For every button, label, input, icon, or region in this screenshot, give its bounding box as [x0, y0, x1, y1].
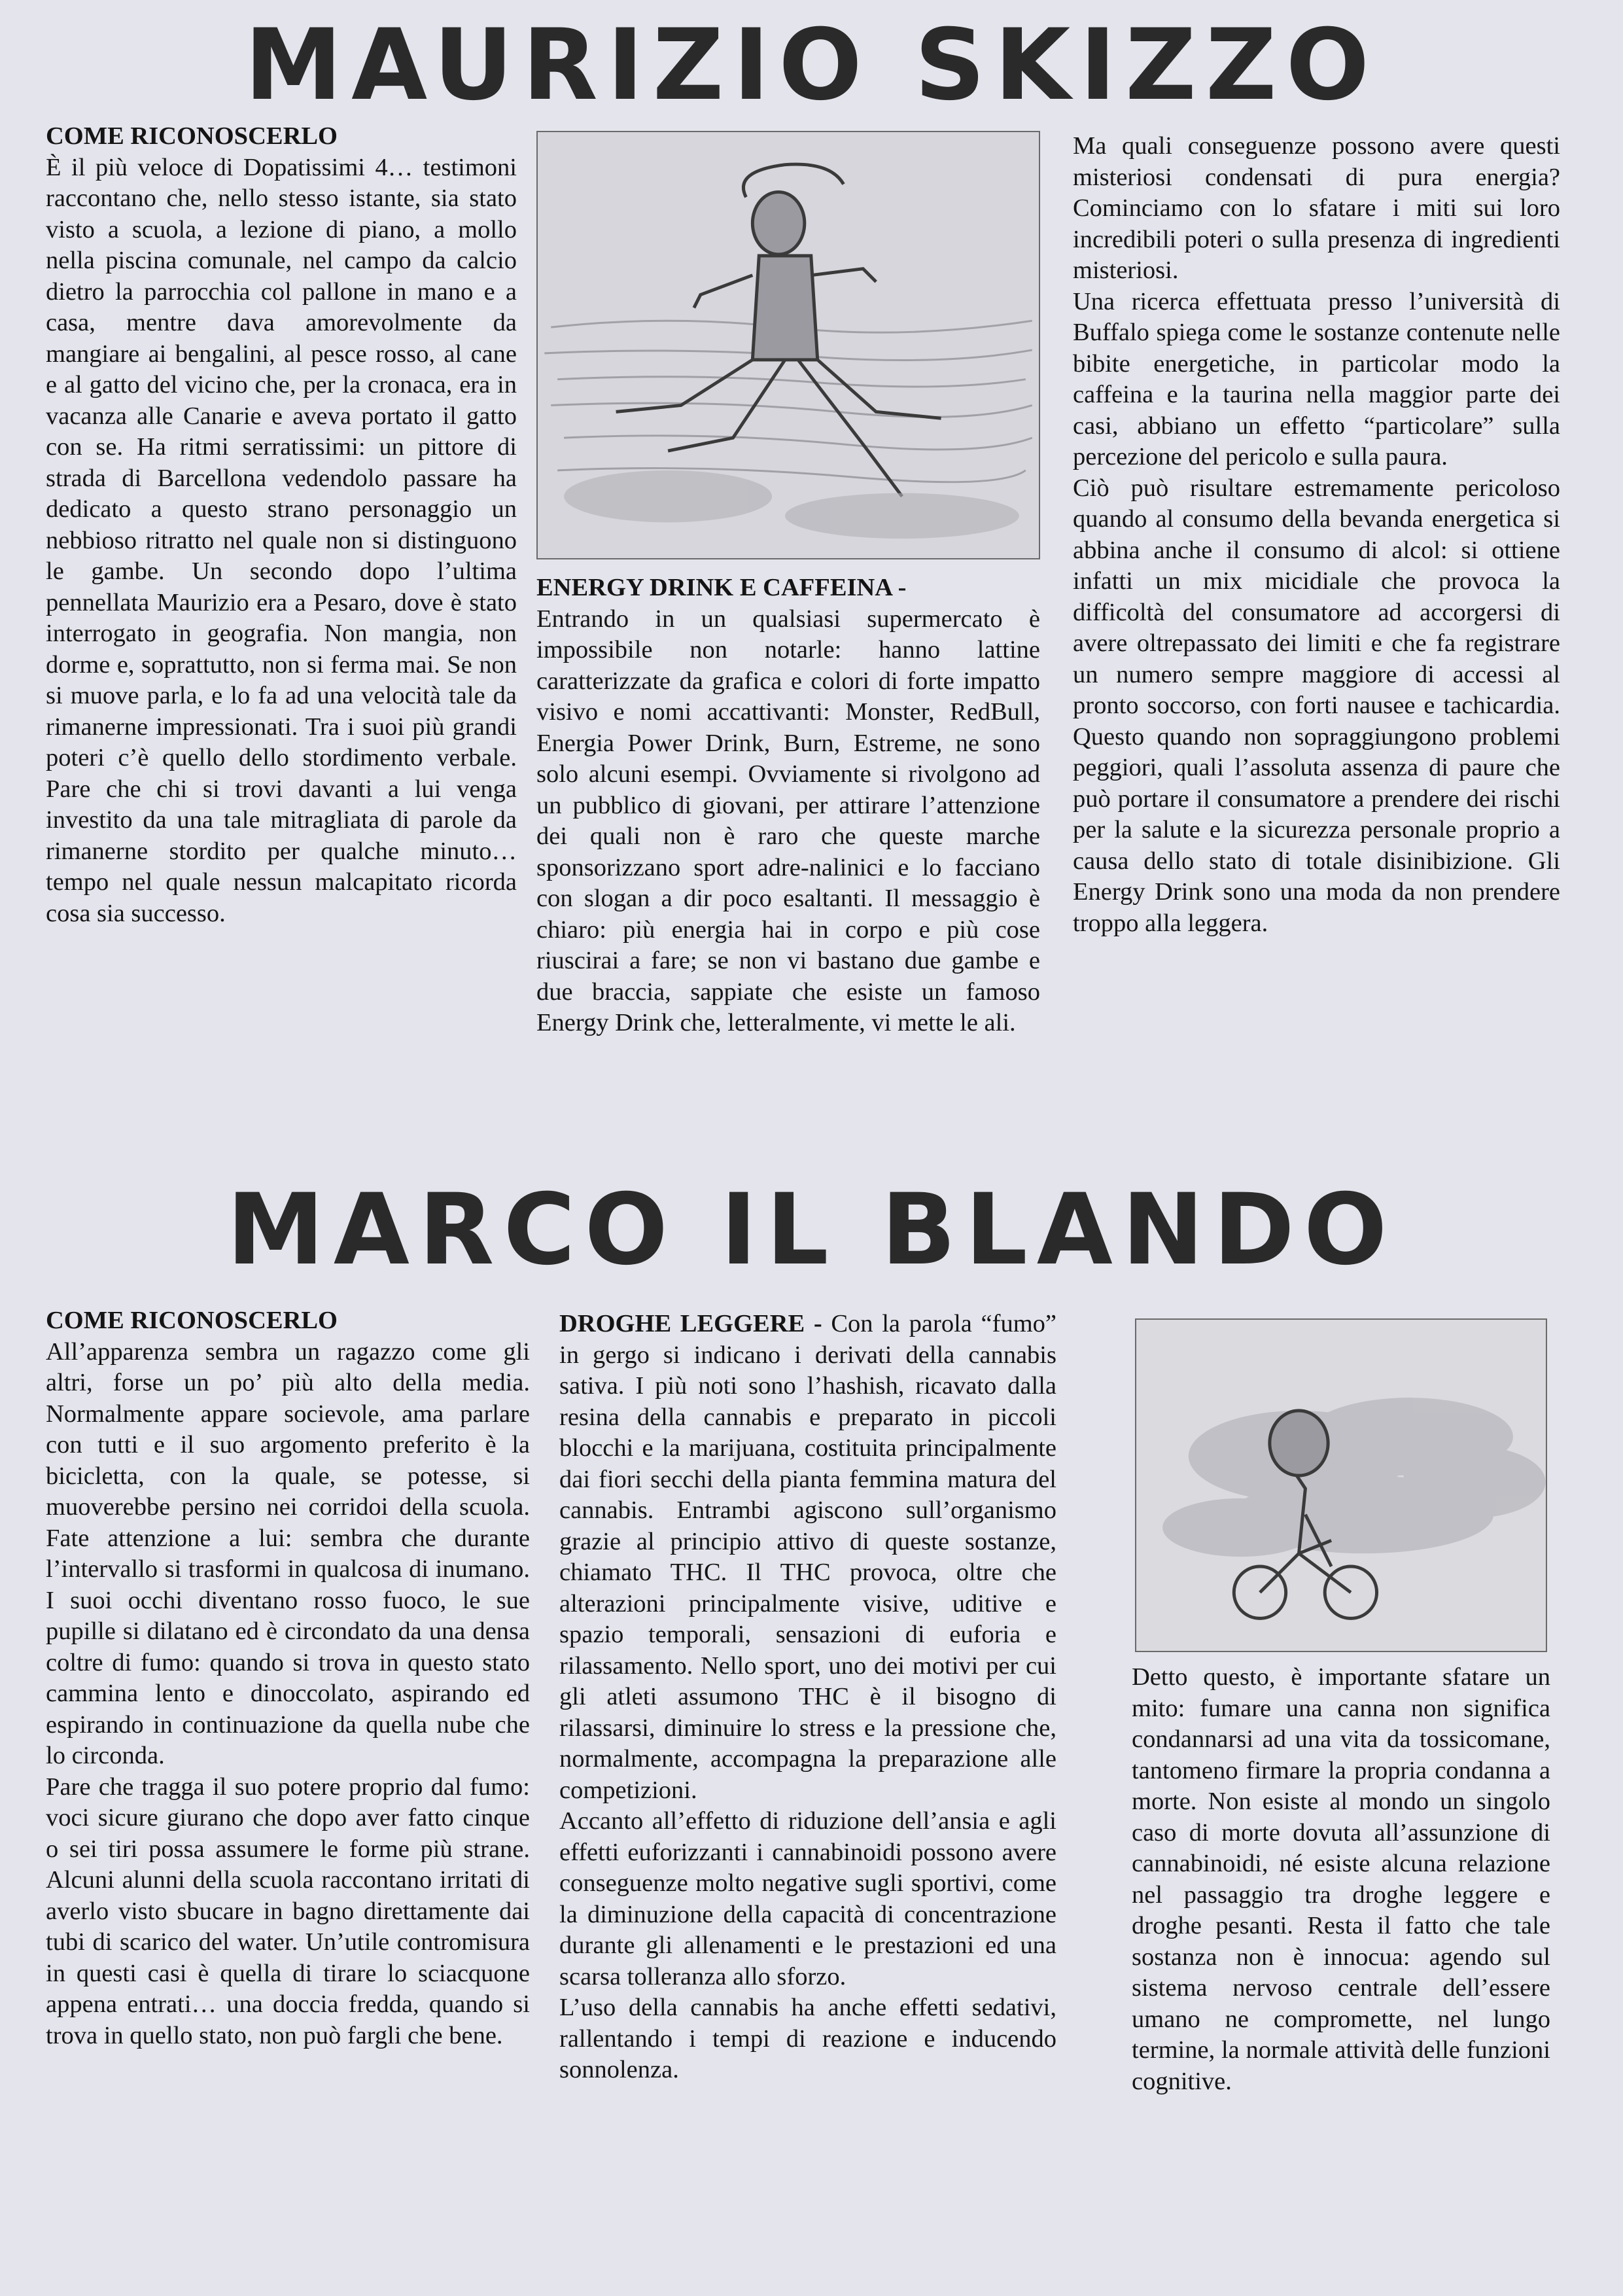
- section1-col3-paragraph-1: Ma quali conseguenze possono avere questi misteriosi condensati di pura energia? Cominciamo con lo sfatare i miti sui loro incredibili poteri o sulla presenza di ingredienti misteriosi.: [1073, 132, 1560, 284]
- section2-column-3: [1132, 1662, 1550, 2097]
- running-figure-icon: [538, 132, 1039, 558]
- section1-col2-text: Entrando in un qualsiasi supermercato è impossibile non notarle: hanno lattine caratterizzate da grafica e colori di forte impatto visivo e nomi accattivanti: Monster, RedBull, Energia Power Drink, Burn, Estreme, ne sono solo alcuni esempi. Ovviamente si rivolgono ad un pubblico di giovani, per attirare l’attenzione dei quali non è raro che queste marche sponsorizzano sport adre-nalinici e lo facciano con slogan a dir poco esaltanti. Il messaggio è chiaro: più energia hai in corpo e più cose riuscirai a fare; se non vi bastano due gambe e due braccia, sappiate che esiste un famoso Energy Drink che, letteralmente, vi mette le ali.: [536, 605, 1040, 1036]
- section1-column-1: [46, 121, 517, 929]
- cyclist-in-smoke-icon: [1136, 1320, 1546, 1651]
- section1-col3-paragraph-3: Ciò può risultare estremamente pericoloso quando al consumo della bevanda energetica si abbina anche il consumo di alcol: si ottiene infatti un mix micidiale che provoca la difficoltà del consumatore ad accorgersi di avere oltrepassato dei limiti e che fa registrare un numero sempre maggiore di accessi al pronto soccorso, con forti nausee e tachicardia. Questo quando non sopraggiungono problemi peggiori, quali l’assoluta assenza di paure che può portare il consumatore a prendere dei rischi per la salute e la sicurezza personale proprio a causa dello stato di totale disinibizione. Gli Energy Drink sono una moda da non prendere troppo alla leggera.: [1073, 474, 1560, 937]
- runner-illustration: [536, 131, 1040, 559]
- section1-col3-paragraph-2: Una ricerca effettuata presso l’università di Buffalo spiega come le sostanze contenute nelle bibite energetiche, in particolar modo la caffeina e la taurina nella maggior parte dei casi, abbiano un effetto “particolare” sulla percezione del pericolo e sulla paura.: [1073, 287, 1560, 470]
- section2-col3-text: Detto questo, è importante sfatare un mito: fumare una canna non significa condannarsi ad una vita da tossicomane, tantomeno firmare la propria condanna a morte. Non esiste al mondo un singolo caso di morte dovuta all’assunzione di cannabinoidi, né esiste alcuna relazione nel passaggio tra droghe leggere e droghe pesanti. Resta il fatto che tale sostanza non è innocua: agendo sul sistema nervoso centrale dell’essere umano ne compromette, nel lungo termine, la normale attività delle funzioni cognitive.: [1132, 1663, 1550, 2095]
- section2-col2-paragraph-3: L’uso della cannabis ha anche effetti sedativi, rallentando i tempi di reazione e inducendo sonnolenza.: [559, 1994, 1056, 2083]
- section1-column-2: [536, 573, 1040, 1039]
- section1-column-3: [1073, 131, 1560, 939]
- headline-marco-il-blando: MARCO IL BLANDO: [226, 1173, 1397, 1287]
- section1-col1-text: È il più veloce di Dopatissimi 4… testimoni raccontano che, nello stesso istante, sia stato visto a scuola, a lezione di piano, a mollo nella piscina comunale, nel campo da calcio dietro la parrocchia col pallone in mano e a casa, mentre dava amorevolmente da mangiare ai bengalini, al pesce rosso, al cane e al gatto del vicino che, per la cronaca, era in vacanza alle Canarie e aveva portato il gatto con se. Ha ritmi serratissimi: un pittore di strada di Barcellona vedendolo passare ha dedicato a questo strano personaggio un nebbioso ritratto nel quale non si distinguono le gambe. Un secondo dopo l’ultima pennellata Maurizio era a Pesaro, dove è stato interrogato in geografia. Non mangia, non dorme e, soprattutto, non si ferma mai. Se non si muove parla, e lo fa ad una velocità tale da rimanerne impressionati. Tra i suoi più grandi poteri c’è quello dello stordimento verbale. Pare che chi si trovi davanti a lui venga investito da una tale mitragliata di parole da rimanerne stordito per qualche minuto… tempo nel quale nessun malcapitato ricorda cosa sia successo.: [46, 153, 517, 927]
- section1-col1-heading: COME RICONOSCERLO: [46, 122, 338, 150]
- section2-col1-paragraph-1: All’apparenza sembra un ragazzo come gli altri, forse un po’ più alto della media. Normalmente appare socievole, ama parlare con tutti e il suo argomento preferito è la bicicletta, con la quale, se potesse, si muoverebbe persino nei corridoi della scuola. Fate attenzione a lui: sembra che durante l’intervallo si trasformi in qualcosa di inumano. I suoi occhi diventano rosso fuoco, le sue pupille si dilatano ed è circondato da una densa coltre di fumo: quando si trova in questo stato cammina lento e dinoccolato, aspirando ed espirando in continuazione da quella nube che lo circonda.: [46, 1337, 530, 1769]
- section2-col2-paragraph-2: Accanto all’effetto di riduzione dell’ansia e agli effetti euforizzanti i cannabinoidi possono avere conseguenze molto negative sugli sportivi, come la diminuzione della capacità di concentrazione durante gli allenamenti e le prestazioni ed una scarsa tolleranza allo sforzo.: [559, 1807, 1056, 1990]
- headline-maurizio-skizzo: MAURIZIO SKIZZO: [244, 9, 1379, 122]
- section2-column-2: [559, 1309, 1056, 2086]
- section2-col1-paragraph-2: Pare che tragga il suo potere proprio dal fumo: voci sicure giurano che dopo aver fatto cinque o sei tiri possa assumere le forme più strane. Alcuni alunni della scuola raccontano irritati di averlo visto sbucare in bagno direttamente dai tubi di scarico del water. Un’utile contromisura in questi casi è quella di tirare lo sciacquone appena entrati… una doccia fredda, quando si trova in quello stato, non può fargli che bene.: [46, 1773, 530, 2049]
- section2-col1-heading: COME RICONOSCERLO: [46, 1307, 338, 1334]
- section1-col2-heading: ENERGY DRINK E CAFFEINA -: [536, 574, 907, 601]
- section2-column-1: [46, 1305, 530, 2051]
- section2-col2-heading: DROGHE LEGGERE -: [559, 1310, 822, 1337]
- section2-col2-paragraph-1: Con la parola “fumo” in gergo si indicano i derivati della cannabis sativa. I più noti sono l’hashish, ricavato dalla resina della cannabis e preparato in piccoli blocchi e la marijuana, costituita principalmente dai fiori secchi della pianta femmina matura del cannabis. Entrambi agiscono sull’organismo grazie al principio attivo di queste sostanze, chiamato THC. Il THC provoca, oltre che alterazioni principalmente visive, uditive e spazio temporali, sensazioni di euforia e rilassamento. Nello sport, uno dei motivi per cui gli atleti assumono THC è il bisogno di rilassarsi, diminuire lo stress e la pressione che, normalmente, accompagna la preparazione alle competizioni.: [559, 1310, 1056, 1804]
- cyclist-illustration: [1135, 1318, 1547, 1652]
